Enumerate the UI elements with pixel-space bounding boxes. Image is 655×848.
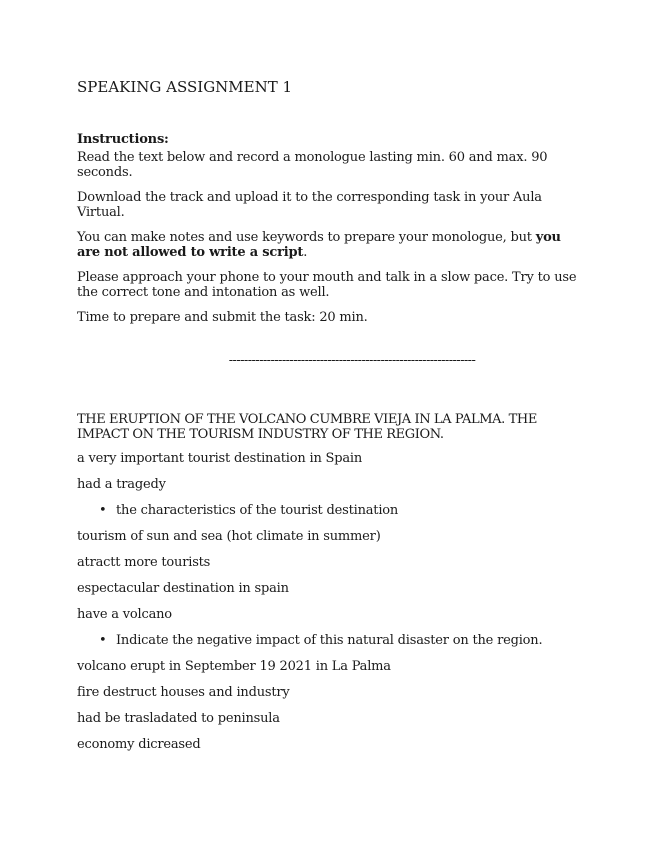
instruction-paragraph: Download the track and upload it to the corresponding task in your Aula Virtual. [77, 190, 542, 220]
note-line: volcano erupt in September 19 2021 in La Palma [77, 659, 391, 674]
section-title: THE ERUPTION OF THE VOLCANO CUMBRE VIEJA IN LA PALMA. THE IMPACT ON THE TOURISM INDUSTRY OF THE REGION. [77, 412, 537, 442]
bullet-item [77, 633, 577, 648]
note-line: fire destruct houses and industry [77, 685, 290, 700]
bullet-item [77, 503, 577, 518]
notes-suffix: . [303, 245, 308, 260]
bullet-icon: • [99, 503, 107, 518]
notes-text: You can make notes and use keywords to prepare your monologue, but [77, 230, 536, 245]
bullet-icon: • [99, 633, 107, 648]
note-line: had a tragedy [77, 477, 166, 492]
note-line: had be trasladated to peninsula [77, 711, 280, 726]
instruction-paragraph: Read the text below and record a monologue lasting min. 60 and max. 90 seconds. [77, 150, 548, 180]
bullet-text: Indicate the negative impact of this natural disaster on the region. [116, 633, 543, 648]
note-line: tourism of sun and sea (hot climate in summer) [77, 529, 381, 544]
instructions-heading: Instructions: [77, 132, 169, 147]
note-line: atractt more tourists [77, 555, 211, 570]
notes-bold-text: you are not allowed to write a script [77, 230, 561, 260]
note-line: have a volcano [77, 607, 172, 622]
instruction-paragraph-notes [77, 230, 577, 260]
section-divider: ----------------------------------------------------------------- [228, 353, 476, 368]
note-line: economy dicreased [77, 737, 201, 752]
bullet-text: the characteristics of the tourist destination [116, 503, 399, 518]
document-title: SPEAKING ASSIGNMENT 1 [77, 78, 293, 96]
instruction-paragraph: Time to prepare and submit the task: 20 min. [77, 310, 368, 325]
note-line: a very important tourist destination in Spain [77, 451, 363, 466]
instruction-paragraph: Please approach your phone to your mouth and talk in a slow pace. Try to use the correct tone and intonation as well. [77, 270, 577, 300]
note-line: espectacular destination in spain [77, 581, 289, 596]
document-page [77, 78, 577, 763]
